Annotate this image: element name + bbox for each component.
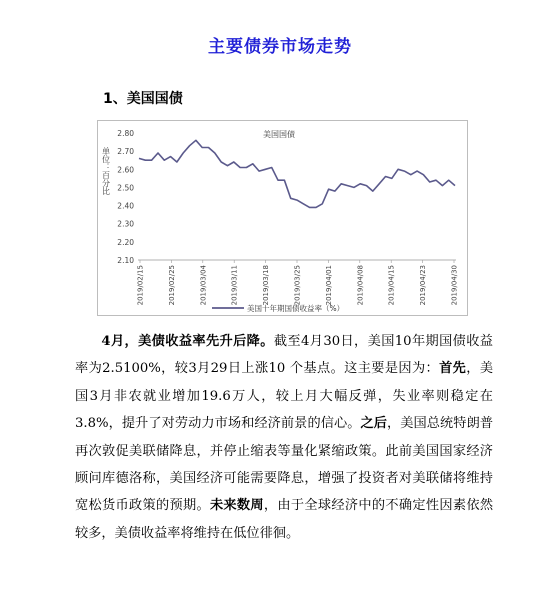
x-tick-label: 2019/03/04	[199, 265, 208, 306]
x-tick-label: 2019/02/25	[167, 265, 176, 306]
bold-first: 首先	[439, 361, 467, 377]
y-tick-label: 2.60	[117, 165, 134, 175]
legend-label: 美国十年期国债收益率（%）	[247, 304, 345, 313]
body-text-4: ，由于全球经济中的不确定性因素依然较多，美债收益率将维持在低位徘徊。	[75, 498, 494, 541]
y-tick-label: 2.70	[117, 147, 134, 157]
x-tick-label: 2019/04/01	[324, 265, 333, 306]
treasury-yield-chart	[97, 120, 468, 316]
y-tick-label: 2.20	[117, 237, 134, 247]
body-text-1: 截至4月30日，美国10年期国债收益率为2.5100%，较3月29日上涨10 个基点。这主要是因为：	[75, 334, 493, 377]
y-tick-label: 2.30	[117, 219, 134, 229]
chart-canvas	[98, 121, 469, 317]
lead-sentence: 4月，美债收益率先升后降。	[101, 334, 274, 349]
body-text-3: ，美国总统特朗普再次敦促美联储降息，并停止缩表等量化紧缩政策。此前美国国家经济顾问库德洛称，美国经济可能需要降息，增强了投资者对美联储将维持宽松货币政策的预期。	[75, 416, 494, 514]
chart-title: 美国国债	[263, 130, 295, 139]
x-tick-label: 2019/04/23	[419, 265, 428, 306]
y-tick-label: 2.80	[117, 129, 134, 138]
x-tick-label: 2019/04/15	[387, 265, 396, 306]
x-tick-label: 2019/04/30	[450, 265, 459, 306]
section-heading: 1、美国国债	[103, 91, 183, 107]
bold-future: 未来数周	[209, 498, 264, 514]
page-title: 主要债券市场走势	[208, 37, 352, 57]
x-tick-label: 2019/03/11	[230, 265, 239, 306]
body-text-2: ，美国3月非农就业增加19.6万人，较上月大幅反弹，失业率则稳定在3.8%，提升了对劳动力市场和经济前景的信心。	[75, 361, 494, 432]
y-axis-label: 单位：百分比	[101, 147, 111, 195]
series-line	[139, 140, 455, 207]
body-paragraph	[75, 328, 493, 547]
x-tick-label: 2019/02/15	[136, 265, 145, 306]
x-tick-label: 2019/03/18	[262, 265, 271, 306]
bold-after: 之后	[360, 416, 388, 432]
y-tick-label: 2.40	[117, 201, 134, 211]
x-tick-label: 2019/03/25	[293, 265, 302, 306]
x-tick-label: 2019/04/08	[356, 265, 365, 306]
y-tick-label: 2.50	[117, 183, 134, 193]
y-tick-label: 2.10	[117, 256, 134, 265]
